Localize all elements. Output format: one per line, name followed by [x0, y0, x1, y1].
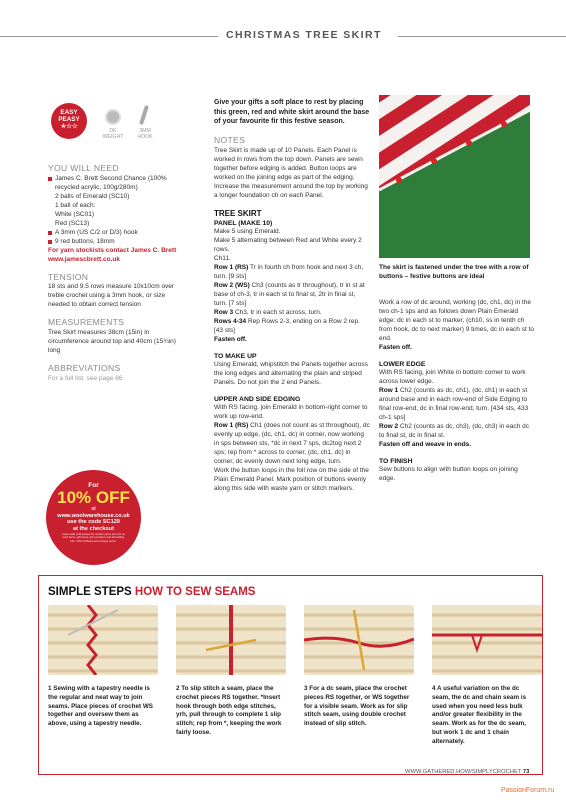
abbreviations-text: For a full list, see page 86 [48, 374, 123, 382]
fasten-off: Fasten off. [379, 343, 412, 351]
simple-steps-box [38, 575, 543, 775]
row-text: Rep Rows 2-3, ending on a Row 2 rep. [43 sts] [214, 317, 360, 334]
badges [48, 95, 183, 163]
instruction: Ch11. [214, 254, 231, 262]
materials-list [48, 175, 183, 247]
fasten-off: Fasten off. [214, 335, 247, 343]
offer-percent: 10% OFF [57, 488, 130, 508]
stockists-text: For yarn stockists contact James C. Brett [48, 246, 177, 254]
row-instruction [214, 264, 370, 282]
offer-at: at [91, 506, 96, 513]
row-instruction [214, 309, 370, 318]
steps-title-a: SIMPLE STEPS [48, 586, 132, 598]
row-text: Ch3, tr in each st across, turn. [233, 308, 322, 316]
item-detail: 1 ball of each: [55, 201, 96, 209]
you-will-need-heading: YOU WILL NEED [48, 163, 119, 173]
offer-for: For [88, 482, 99, 489]
instruction: Work a row of dc around, working (dc, ch1, dc) in the two ch-1 sps and as follows down Plain Emerald edge: dc in each st to marker, (ch10, ss in tenth ch from hook, dc to next marker) 9 times, dc in each st to end. [379, 299, 534, 342]
instruction: With RS facing, join White in bottom corner to work across lower edge. [379, 369, 526, 386]
steps-title [48, 585, 255, 601]
item-text: James C. Brett Second Chance (100% recycled acrylic, 100g/280m) [55, 174, 167, 191]
intro-text: Give your gifts a soft place to rest by placing this green, red and white skirt around the base of your favourite fir this festive season. [214, 99, 370, 126]
fasten-off: Fasten off and weave in ends. [379, 440, 472, 448]
difficulty-line1: EASY [60, 109, 78, 116]
hook-label: 3MM HOOK [137, 128, 153, 141]
step-caption-1: 1 Sewing with a tapestry needle is the regular and neat way to join seams. Place pieces of crochet WS together and oversew them as above, using a tapestry needle. [48, 685, 153, 728]
instruction: With RS facing, join Emerald in bottom-right corner to work up row-end. [214, 404, 368, 421]
row-instruction [379, 423, 535, 441]
row-text: Ch2 (counts as dc, ch3), (dc, ch3) in each dc to final st, dc in final st. [379, 423, 529, 439]
offer-badge [46, 470, 141, 565]
footer-url[interactable]: WWW.GATHERED.HOW/SIMPLYCROCHET [405, 769, 522, 775]
weight-label: DK WEIGHT [102, 128, 124, 141]
row-label: Row 1 [379, 387, 399, 395]
difficulty-stars: ★☆☆ [60, 122, 78, 130]
row-instruction [214, 422, 370, 467]
row-text: Ch2 (counts as dc, ch1), (dc, ch1) in each st around base and in each row-end of Side Edging to final row-end, dc in final row-end, turn. [434 sts, 433 ch-1 sps] [379, 387, 529, 422]
row-label: Row 1 (RS) [214, 422, 249, 430]
tree-skirt-photo [379, 95, 530, 258]
row-text: Tr in fourth ch from hook and next 3 ch, turn. [9 sts] [214, 263, 364, 280]
header-rule-left [0, 36, 218, 37]
instruction: Make 5 alternating between Red and White every 2 rows. [214, 237, 362, 253]
step-caption-2: 2 To slip stitch a seam, place the crochet pieces RS together. *Insert hook through both edge stitches, yrh, pull through to complete 1 slip stitch; rep from *, keeping the work fairly loose. [176, 685, 282, 737]
steps-title-b: HOW TO SEW SEAMS [134, 586, 256, 598]
item-detail: 2 balls of Emerald (SC10) [55, 192, 130, 200]
row-label: Row 3 [214, 308, 234, 316]
page-title: CHRISTMAS TREE SKIRT [226, 29, 382, 41]
item-detail: White (SC01) [55, 210, 95, 218]
right-column [379, 299, 535, 484]
offer-checkout: at the checkout [72, 525, 115, 532]
left-column [48, 95, 183, 384]
tree-skirt-heading: TREE SKIRT [214, 208, 262, 218]
step-illustration [304, 605, 414, 675]
difficulty-badge [51, 103, 87, 139]
watermark: PassionForum.ru [501, 787, 555, 794]
row-text: Ch1 (does not count as st throughout), dc evenly up edge, (dc, ch1, dc) in corner, now working in sps between sts, *dc in next 7 sps, dc2tog next 2 sps; rep from * across to corner, (dc, ch1, dc) in corner, dc evenly down next long edge, turn. [214, 422, 370, 466]
list-item [48, 175, 183, 229]
row-text: Ch3 (counts as tr throughout), tr in st at base of ch-3, tr in each st to final st, 2tr in final st, turn. [7 sts] [214, 281, 365, 307]
difficulty-line2: PEASY [58, 115, 80, 123]
make-up-text: Using Emerald, whipstitch the Panels together across the long edges and alternating the plain and striped Panels. Do not join the 2 end Panels. [214, 361, 368, 386]
row-label: Row 2 [379, 423, 399, 430]
step-photo-2 [176, 605, 286, 675]
abbreviations-heading: ABBREVIATIONS [48, 363, 121, 374]
row-label: Rows 4-34 [214, 317, 247, 325]
stockist-link[interactable]: www.jamescbrett.co.uk [48, 255, 121, 263]
hook-icon [139, 105, 149, 125]
row-instruction [214, 282, 370, 309]
list-item: 9 red buttons, 18mm [48, 238, 183, 247]
page-number: 73 [522, 769, 530, 775]
header-rule-right [398, 36, 566, 37]
offer-url[interactable]: www.woolwarehouse.co.uk [57, 512, 130, 519]
panel-heading: PANEL (MAKE 10) [214, 219, 273, 227]
step-caption-3: 3 For a dc seam, place the crochet pieces RS together, or WS together for a visible seam. Work as for slip stitch seam, using double crochet instead of slip stitch. [304, 685, 410, 728]
step-illustration [48, 605, 158, 675]
row-label: Row 2 (WS) [214, 281, 250, 289]
step-caption-4: 4 A useful variation on the dc seam, the dc and chain seam is used when you need less bulk and/or greater flexibility in the seam. Work as for the dc seam, but work 1 dc and 1 chain alternately. [432, 685, 527, 745]
notes-heading: NOTES [214, 134, 246, 145]
row-instruction [214, 318, 370, 336]
step-illustration [176, 605, 286, 675]
yarn-ball-icon [105, 109, 121, 125]
step-illustration [432, 605, 542, 675]
make-up-heading: TO MAKE UP [214, 352, 257, 360]
measurements-heading: MEASUREMENTS [48, 317, 125, 328]
row-instruction [379, 387, 535, 423]
notes-text: Tree Skirt is made up of 10 Panels. Each Panel is worked in rows from the top down. Panels are sewn together before edging is added. Button loops are worked on the joining edge as part of the edging. Increase the measurement around the top by working a longer foundation ch on each Panel. [214, 146, 368, 199]
instruction: Work the button loops in the foll row on the side of the Plain Emerald Panel. Mark position of buttons evenly along this side with waste yarn or stitch markers. [214, 467, 369, 493]
instruction: Make 5 using Emerald. [214, 228, 281, 236]
measurements-text: Tree Skirt measures 38cm (15in) in circumference around top and 40cm (15¾in) long [48, 329, 176, 355]
list-item: A 3mm (US C/2 or D/3) hook [48, 229, 183, 238]
offer-small-print: Code valid until quoted for certain yarns and not on sale items, gift items, gift vouchers and all knitting kits. 10% off Bees and vintage yarns. [61, 532, 126, 543]
lower-edge-heading: LOWER EDGE [379, 360, 426, 368]
photo-caption: The skirt is fastened under the tree with a row of buttons – festive buttons are ideal [379, 264, 529, 280]
step-photo-4 [432, 605, 542, 675]
step-photo-3 [304, 605, 414, 675]
finish-heading: TO FINISH [379, 457, 413, 465]
tension-heading: TENSION [48, 271, 89, 282]
tension-text: 18 sts and 9.5 rows measure 10x10cm over treble crochet using a 3mm hook, or size needed to obtain correct tension [48, 283, 175, 309]
page-header [0, 27, 566, 45]
finish-text: Sew buttons to align with button loops on joining edge. [379, 466, 518, 483]
tree-skirt-illustration [379, 95, 530, 258]
item-detail: Red (SC13) [55, 219, 90, 227]
upper-side-heading: UPPER AND SIDE EDGING [214, 395, 301, 403]
row-label: Row 1 (RS) [214, 263, 249, 271]
middle-column [214, 98, 370, 494]
offer-code: use the code SC129 [67, 519, 120, 526]
step-photo-1 [48, 605, 158, 675]
page-footer [405, 769, 529, 777]
